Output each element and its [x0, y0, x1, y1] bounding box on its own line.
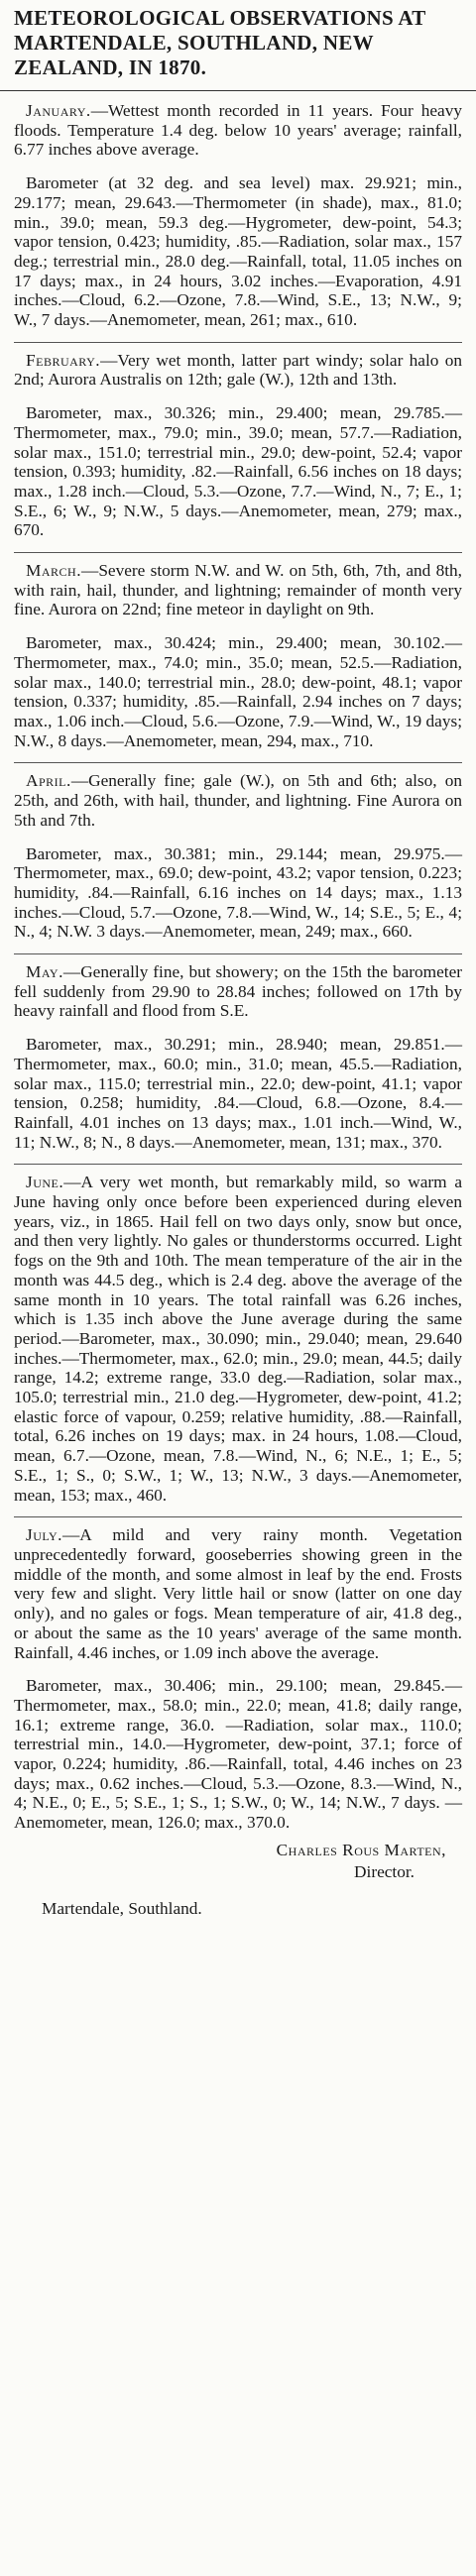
month-observations: Barometer, max., 30.381; min., 29.144; mean, 29.975.—Thermometer, max., 69.0; dew-point, 43.2; vapor tension, 0.223; humidity, .84.—Rainfall, 6.16 inches on 14 days; max., 1.13 inches.—Cloud, 5.7.—Ozone, 7.8.—Wind, W., 14; S.E., 5; E., 4; N., 4; N.W. 3 days.—Anemometer, mean, 249; max., 660. — [14, 843, 462, 942]
month-summary — [14, 101, 462, 160]
month-may — [14, 962, 462, 1152]
director-name: Charles Rous Marten, — [276, 1840, 446, 1859]
signature-title: Director. — [354, 1861, 415, 1881]
month-observations: Barometer (at 32 deg. and sea level) max. 29.921; min., 29.177; mean, 29.643.—Thermometer (in shade), max., 81.0; min., 39.0; mean, 59.3 deg.—Hygrometer, dew-point, 54.3; vapor tension, 0.423; humidity, .85.—Radiation, solar max., 157 deg.; terrestrial min., 28.0 deg.—Rainfall, total, 11.05 inches on 17 days; max., in 24 hours, 3.02 inches.—Evaporation, 4.91 inches.—Cloud, 6.2.—Ozone, 7.8.—Wind, S.E., 13; N.W., 9; W., 7 days.—Anemometer, mean, 261; max., 610. — [14, 173, 462, 330]
summary-text: —Severe storm N.W. and W. on 5th, 6th, 7th, and 8th, with rain, hail, thunder, and lightning; remainder of month very fine. Aurora on 22nd; fine meteor in daylight on 9th. — [14, 561, 462, 619]
article-body — [14, 101, 462, 1919]
month-january — [14, 101, 462, 330]
signature-name — [14, 1841, 462, 1860]
month-april — [14, 771, 462, 942]
summary-text: —A mild and very rainy month. Vegetation unprecedentedly forward, gooseberries showing green in the middle of the month, and some almost in leaf by the end. Frosts very few and slight. Very little hail or snow (latter on one day only), and no gales or fogs. Mean temperature of air, 41.8 deg., or about the same as the 10 years' average of the same month. Rainfall, 4.46 inches, or 1.09 inch above the average. — [14, 1525, 462, 1662]
month-name: March. — [26, 561, 82, 581]
month-summary — [14, 1173, 462, 1505]
month-observations: Barometer, max., 30.291; min., 28.940; mean, 29.851.—Thermometer, max., 60.0; min., 31.0; mean, 45.5.—Radiation, solar max., 115.0; terrestrial min., 22.0; dew-point, 41.1; vapor tension, 0.258; humidity, .84.—Cloud, 6.8.—Ozone, 8.4.—Rainfall, 4.01 inches on 13 days; max., 1.01 inch.—Wind, W., 11; N.W., 8; N., 8 days.—Anemometer, mean, 131; max., 370. — [14, 1035, 462, 1152]
month-observations: Barometer, max., 30.406; min., 29.100; mean, 29.845.—Thermometer, max., 58.0; min., 22.0; mean, 41.8; daily range, 16.1; extreme range, 36.0. —Radiation, solar max., 110.0; terrestrial min., 14.0.—Hygrometer, dew-point, 37.1; force of vapor, 0.224; humidity, .86.—Rainfall, total, 4.46 inches on 23 days; max., 0.62 inches.—Cloud, 5.3.—Ozone, 8.3.—Wind, N., 4; N.E., 0; E., 5; S.E., 1; S., 1; S.W., 0; W., 14; N.W., 7 days. —Anemometer, mean, 126.0; max., 370.0. — [14, 1676, 462, 1833]
month-separator — [14, 1164, 462, 1165]
month-observations: Barometer, max., 30.326; min., 29.400; mean, 29.785.—Thermometer, max., 79.0; min., 39.0; mean, 57.7.—Radiation, solar max., 151.0; terrestrial min., 29.0; dew-point, 52.4; vapor tension, 0.393; humidity, .82.—Rainfall, 6.56 inches on 18 days; max., 1.28 inch.—Cloud, 5.3.—Ozone, 7.7.—Wind, N., 7; E., 1; S.E., 6; W., 9; N.W., 5 days.—Anemometer, mean, 279; max., 670. — [14, 403, 462, 540]
observations-text: —Barometer, max., 30.090; min., 29.040; mean, 29.640 inches.—Thermometer, max., 62.0; min., 29.0; mean, 44.5; daily range, 14.2; extreme range, 33.0 deg.—Radiation, solar max., 105.0; terrestrial min., 21.0 deg.—Hygrometer, dew-point, 41.2; elastic force of vapour, 0.259; relative humidity, .88.—Rainfall, total, 6.26 inches on 19 days; max. in 24 hours, 1.08.—Cloud, mean, 6.7.—Ozone, mean, 7.8.—Wind, N., 6; N.E., 1; E., 5; S.E., 1; S., 0; S.W., 1; W., 13; N.W., 3 days.—Anemometer, mean, 153; max., 460. — [14, 1328, 462, 1505]
month-name: February. — [26, 350, 101, 370]
month-march — [14, 561, 462, 750]
month-summary — [14, 771, 462, 830]
month-summary — [14, 962, 462, 1021]
summary-text: —Very wet month, latter part windy; solar halo on 2nd; Aurora Australis on 12th; gale (W.), 12th and 13th. — [14, 350, 462, 390]
place-line: Martendale, Southland. — [42, 1899, 202, 1919]
month-separator — [14, 552, 462, 553]
month-separator — [14, 762, 462, 763]
month-name: April. — [26, 771, 71, 791]
month-name: July. — [26, 1525, 63, 1545]
month-name: May. — [26, 962, 63, 982]
month-summary — [14, 561, 462, 619]
month-name: January. — [26, 101, 91, 120]
article-title: METEOROLOGICAL OBSERVATIONS AT MARTENDALE, SOUTHLAND, NEW ZEALAND, IN 1870. — [14, 6, 426, 79]
summary-text: —Generally fine; gale (W.), on 5th and 6th; also, on 25th, and 26th, with hail, thunder, and lightning. Fine Aurora on 5th and 7th. — [14, 771, 462, 830]
month-february — [14, 351, 462, 540]
month-observations: Barometer, max., 30.424; min., 29.400; mean, 30.102.—Thermometer, max., 74.0; min., 35.0; mean, 52.5.—Radiation, solar max., 140.0; terrestrial min., 28.0; dew-point, 48.1; vapor tension, 0.337; humidity, .85.—Rainfall, 2.94 inches on 7 days; max., 1.06 inch.—Cloud, 5.6.—Ozone, 7.9.—Wind, W., 19 days; N.W., 8 days.—Anemometer, mean, 294, max., 710. — [14, 633, 462, 750]
month-july — [14, 1525, 462, 1833]
summary-text: —A very wet month, but remarkably mild, so warm a June having only once before been experienced during eleven years, viz., in 1865. Hail fell on two days only, snow but once, and then very lightly. No gales or thunderstorms occurred. Light fogs on the 9th and 10th. The mean temperature of the air in the month was 44.5 deg., which is 2.4 deg. above the average of the same month in 10 years. The total rainfall was 6.26 inches, which is 1.35 inch above the June average during the same period. — [14, 1173, 462, 1348]
summary-text: —Generally fine, but showery; on the 15th the barometer fell suddenly from 29.90 to 28.84 inches; followed on 17th by heavy rainfall and flood from S.E. — [14, 962, 462, 1021]
month-summary — [14, 351, 462, 390]
summary-text: —Wettest month recorded in 11 years. Four heavy floods. Temperature 1.4 deg. below 10 years' average; rainfall, 6.77 inches above average. — [14, 101, 462, 160]
month-name: June. — [26, 1173, 64, 1192]
month-separator — [14, 342, 462, 343]
title-rule — [0, 90, 476, 91]
month-june — [14, 1173, 462, 1505]
month-separator — [14, 953, 462, 954]
month-separator — [14, 1516, 462, 1517]
month-summary — [14, 1525, 462, 1662]
